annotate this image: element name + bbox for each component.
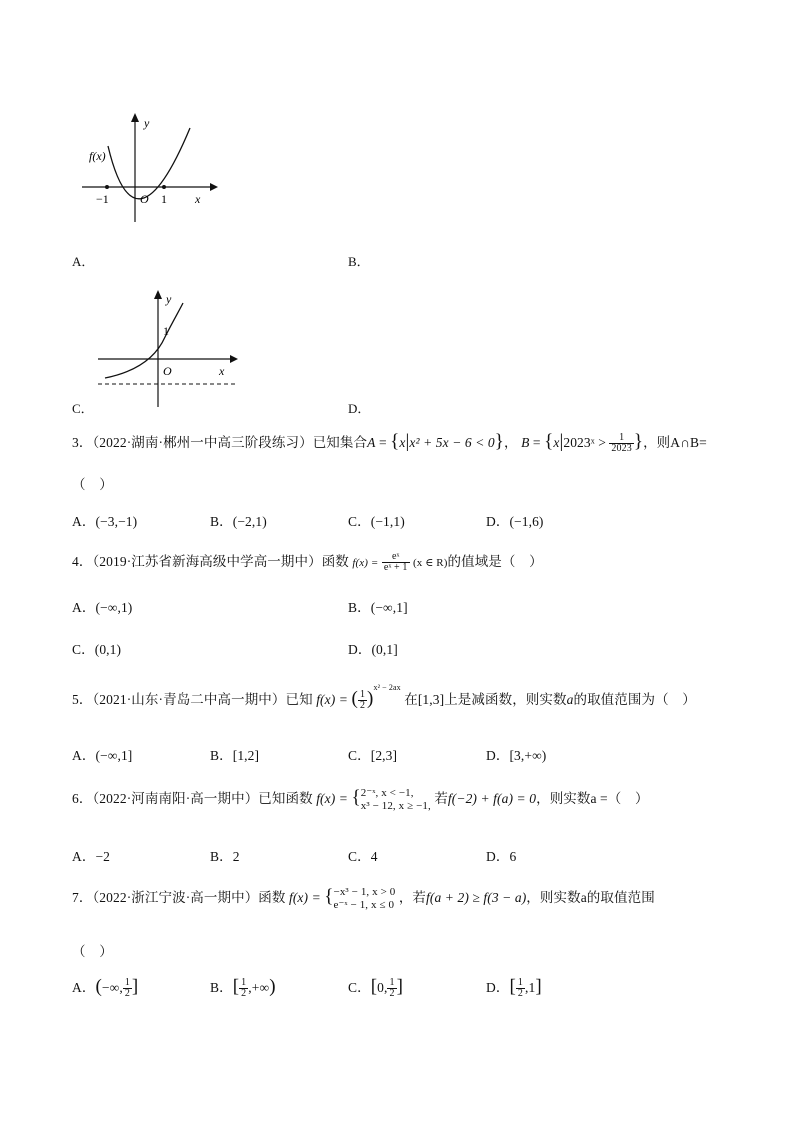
q3-option-d: D．(−1,6) [486, 514, 544, 529]
fx-label: f(x) [89, 149, 106, 163]
x-label: x [195, 192, 201, 206]
origin-label: O [140, 192, 149, 206]
q6-option-b: B．2 [210, 849, 240, 864]
q5-option-b: B．[1,2] [210, 748, 260, 763]
q4-option-a: A．(−∞,1) [72, 600, 133, 615]
q4-option-c: C．(0,1) [72, 642, 122, 657]
question-3-paren: （ ） [72, 477, 113, 492]
neg-one-label: −1 [96, 192, 109, 206]
q5-option-d: D．[3,+∞) [486, 748, 547, 763]
exponential-graph [95, 285, 240, 410]
option-a-label: A． [72, 254, 95, 269]
q5-option-c: C．[2,3] [348, 748, 398, 763]
q6-option-c: C．4 [348, 849, 378, 864]
option-c-label: C． [72, 401, 94, 416]
one-label: 1 [161, 192, 167, 206]
question-7-paren: （ ） [72, 944, 113, 959]
q7-option-c: C．[0, $\frac{1}{2}$ ] [348, 976, 404, 1000]
q3-option-b: B．(−2,1) [210, 514, 267, 529]
option-d-label: D． [348, 401, 371, 416]
q3-option-c: C．(−1,1) [348, 514, 405, 529]
q5-option-a: A．(−∞,1] [72, 748, 133, 763]
question-5: 5．（2021·山东·青岛二中高一期中）已知 f(x) = ( $\frac{1}{2}$ )$^{x^2 - 2ax}$ 在[1,3]上是减函数，则实数a的取值范围为（ ） [72, 683, 696, 712]
q7-option-d: D．[ $\frac{1}{2}$ ,1] [486, 976, 542, 1000]
q4-option-b: B．(−∞,1] [348, 600, 408, 615]
q7-option-a: A．(−∞, $\frac{1}{2}$ ] [72, 976, 139, 1000]
question-4: 4．（2019·江苏省新海高级中学高一期中）函数 f(x) = $\frac{\text{eˣ}}{\text{eˣ + 1}}$ (x ∈ R)的值域是（ ） [72, 550, 543, 574]
q4-option-d: D．(0,1] [348, 642, 398, 657]
x-axis-arrow-icon [210, 183, 218, 191]
parabola-curve [108, 128, 190, 199]
q6-option-d: D．6 [486, 849, 517, 864]
option-b-label: B． [348, 254, 370, 269]
y-axis-arrow-icon [131, 113, 139, 122]
parabola-graph [80, 110, 220, 225]
x-axis-arrow-icon [230, 355, 238, 363]
y-label: y [144, 116, 150, 130]
y-label: y [166, 292, 172, 306]
question-3: 3．（2022·湖南·郴州一中高三阶段练习）已知集合A = {x|x² + 5x − 6 < 0}， B = {x|2023ˣ > $\frac{1}{2023}$ }，则A∩B= [72, 431, 707, 455]
one-label: 1 [163, 324, 169, 338]
x-label: x [219, 364, 225, 378]
question-7: 7．（2022·浙江宁波·高一期中）函数 f(x) = { −x³ − 1, x > 0 e⁻ˣ − 1, x ≤ 0 ，若f(a + 2) ≥ f(3 − a)，则实数a的取值范围 [72, 886, 655, 911]
question-6: 6．（2022·河南南阳·高一期中）已知函数 f(x) = { 2⁻ˣ, x < −1, x³ − 12, x ≥ −1, 若f(−2) + f(a) = 0，则实数a =（ ） [72, 787, 649, 812]
origin-label: O [163, 364, 172, 378]
y-axis-arrow-icon [154, 290, 162, 299]
q7-option-b: B．[ $\frac{1}{2}$ ,+∞) [210, 976, 276, 1000]
q3-option-a: A．(−3,−1) [72, 514, 138, 529]
q6-option-a: A．−2 [72, 849, 111, 864]
